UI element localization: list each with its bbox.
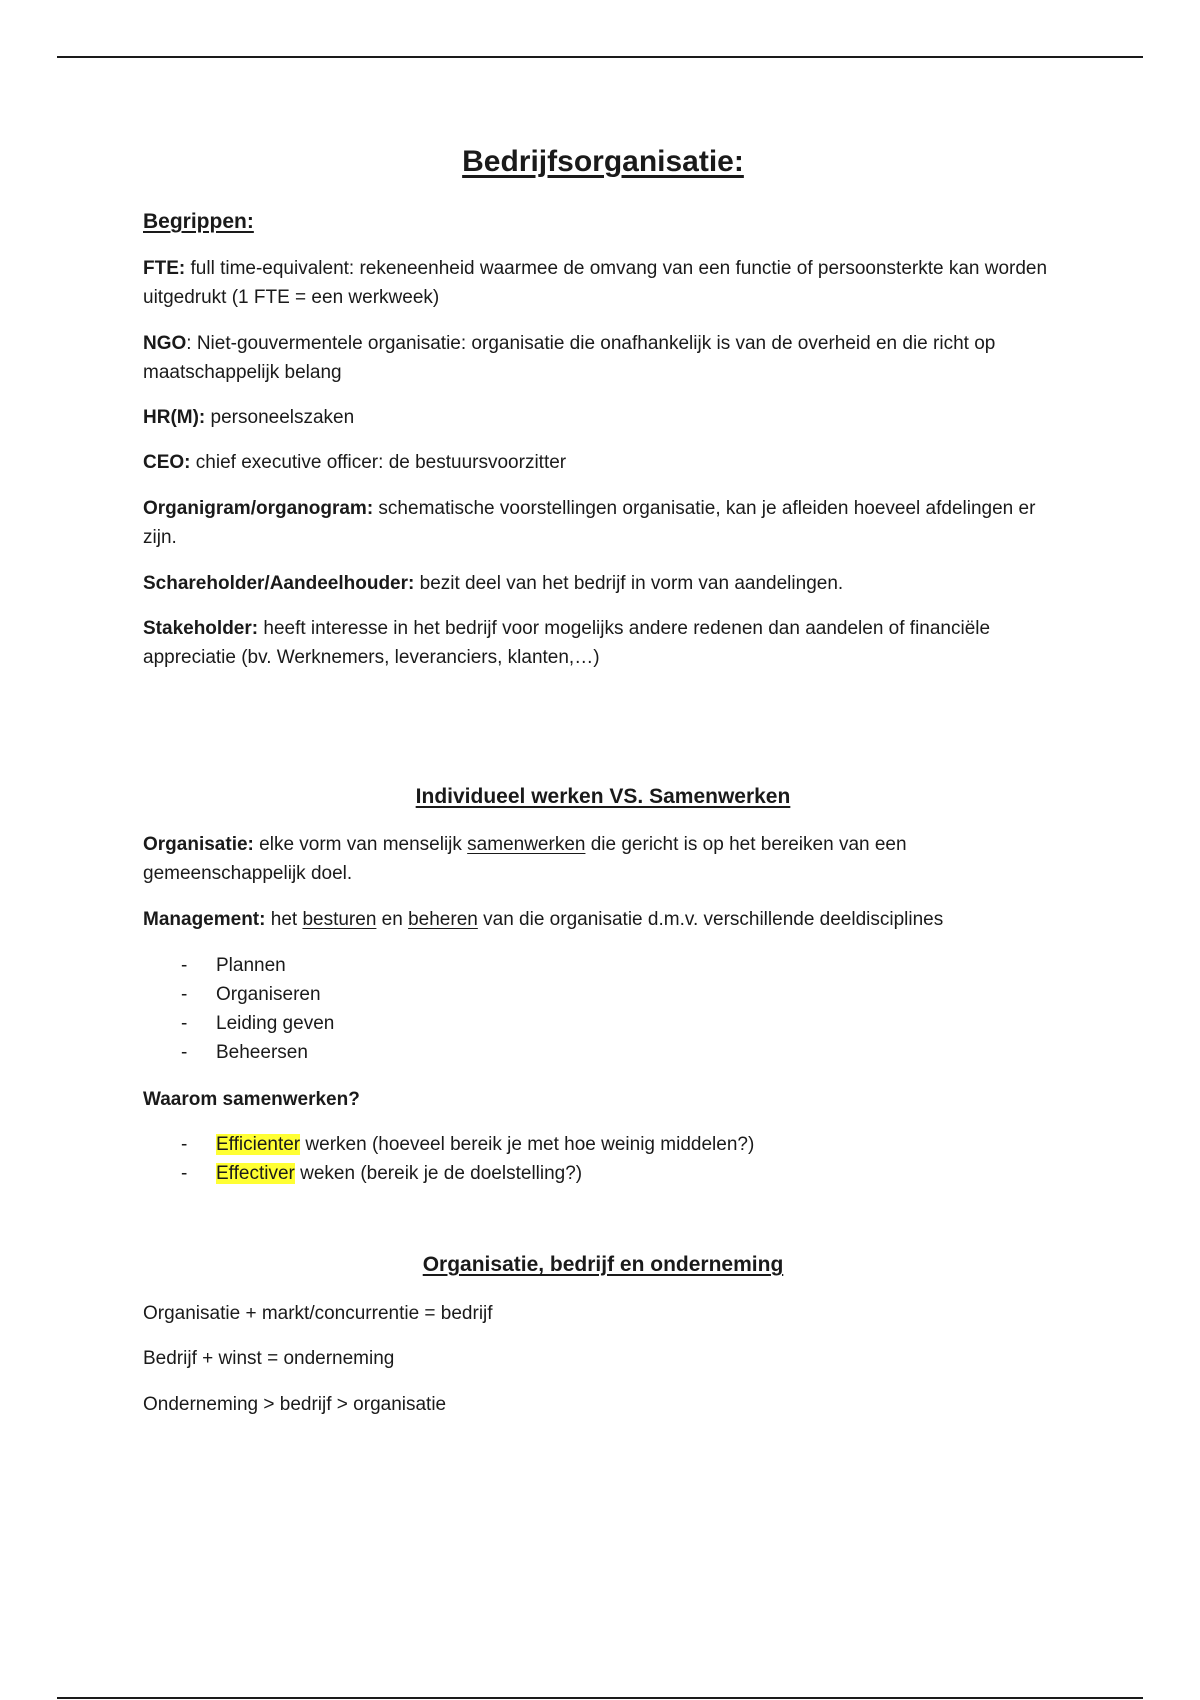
definition-text: personeelszaken [205, 407, 355, 428]
list-item-text: werken (hoeveel bereik je met hoe weinig middelen?) [300, 1134, 755, 1155]
dash-bullet: - [181, 955, 188, 976]
section-heading-begrippen: Begrippen: [143, 210, 254, 233]
definition-stakeholder [143, 614, 1063, 672]
equation-line: Organisatie + markt/concurrentie = bedrijf [143, 1303, 493, 1324]
definition-text: schematische voorstellingen organisatie, kan je afleiden hoeveel afdelingen er zijn. [143, 498, 1036, 548]
subheading-text: Waarom samenwerken? [143, 1089, 360, 1110]
definition-term: FTE: [143, 258, 186, 279]
list-item [181, 1009, 334, 1038]
section-heading-organisatie-bedrijf: Organisatie, bedrijf en onderneming [422, 1253, 784, 1276]
list-item [181, 980, 334, 1009]
page-title: Bedrijfsorganisatie: [462, 145, 744, 178]
definition-fte [143, 254, 1063, 312]
highlighted-word: Efficienter [216, 1134, 301, 1155]
definition-text: elke vorm van menselijk [253, 834, 468, 855]
definition-organisatie [143, 830, 1063, 888]
definition-ceo [143, 448, 1063, 477]
definition-term: Organigram/organogram: [143, 498, 374, 519]
underlined-word: besturen [302, 909, 377, 930]
footer-rule [57, 1697, 1143, 1699]
definition-term: CEO: [143, 452, 191, 473]
disciplines-list [181, 951, 334, 1067]
equation-line: Onderneming > bedrijf > organisatie [143, 1394, 447, 1415]
definition-text: het [265, 909, 303, 930]
list-item [181, 1038, 334, 1067]
definition-term: Organisatie: [143, 834, 254, 855]
definition-term: Schareholder/Aandeelhouder: [143, 573, 415, 594]
definition-text: bezit deel van het bedrijf in vorm van aandelingen. [414, 573, 844, 594]
definition-term: HR(M): [143, 407, 206, 428]
list-item [181, 1130, 754, 1159]
definition-text: die gericht is op het bereiken van een gemeenschappelijk doel. [143, 834, 907, 884]
definition-text: : Niet-gouvermentele organisatie: organisatie die onafhankelijk is van de overheid en die richt op maatschappelijk belang [143, 333, 996, 383]
section-heading-samenwerken: Individueel werken VS. Samenwerken [415, 785, 791, 808]
list-item-text: Leiding geven [216, 1013, 335, 1034]
dash-bullet: - [181, 1134, 188, 1155]
definition-text: chief executive officer: de bestuursvoorzitter [190, 452, 567, 473]
equation-line: Bedrijf + winst = onderneming [143, 1348, 395, 1369]
dash-bullet: - [181, 1163, 188, 1184]
list-item-text: Plannen [216, 955, 286, 976]
list-item [181, 1159, 754, 1188]
list-item-text: weken (bereik je de doelstelling?) [294, 1163, 583, 1184]
dash-bullet: - [181, 984, 188, 1005]
waarom-list [181, 1130, 754, 1188]
underlined-word: samenwerken [467, 834, 586, 855]
definition-text: van die organisatie d.m.v. verschillende deeldisciplines [477, 909, 944, 930]
list-item-text: Beheersen [216, 1042, 308, 1063]
definition-shareholder [143, 569, 1063, 598]
definition-term: NGO [143, 333, 187, 354]
definition-hrm [143, 403, 1063, 432]
definition-organigram [143, 494, 1063, 552]
definition-text: full time-equivalent: rekeneenheid waarmee de omvang van een functie of persoonsterkte kan worden uitgedrukt (1 FTE = een werkweek) [143, 258, 1048, 308]
dash-bullet: - [181, 1013, 188, 1034]
underlined-word: beheren [408, 909, 478, 930]
definition-term: Management: [143, 909, 266, 930]
highlighted-word: Effectiver [216, 1163, 295, 1184]
definition-ngo [143, 329, 1063, 387]
header-rule [57, 56, 1143, 58]
definition-management [143, 905, 1063, 934]
waarom-heading [143, 1085, 1063, 1114]
definition-term: Stakeholder: [143, 618, 259, 639]
list-item [181, 951, 334, 980]
definition-text: heeft interesse in het bedrijf voor mogelijks andere redenen dan aandelen of financiële appreciatie (bv. Werknemers, leveranciers, klanten,…) [143, 618, 991, 668]
definition-text: en [376, 909, 409, 930]
dash-bullet: - [181, 1042, 188, 1063]
list-item-text: Organiseren [216, 984, 321, 1005]
